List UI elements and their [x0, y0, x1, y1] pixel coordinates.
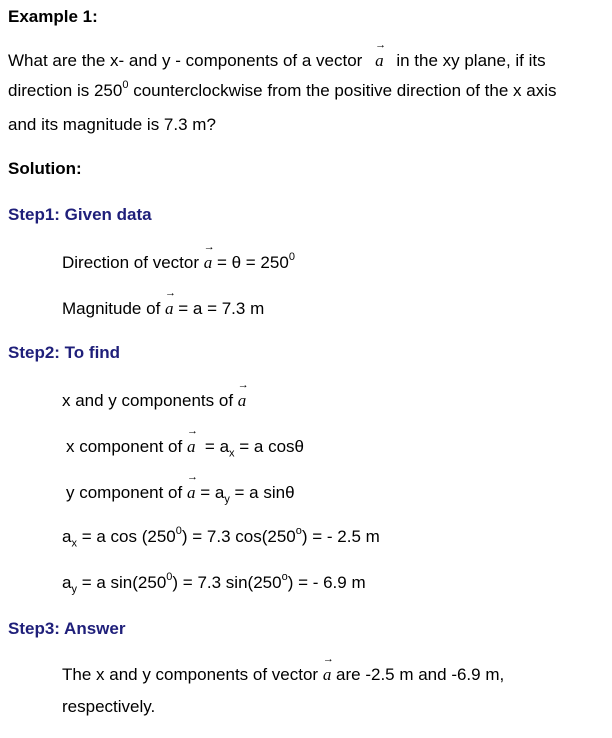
degree-superscript: 0	[166, 571, 173, 584]
step2-heading: Step2: To find	[8, 343, 121, 362]
given-magnitude-value: = a = 7.3 m	[173, 299, 265, 318]
ay-symbol: a	[62, 573, 72, 592]
given-magnitude-label: Magnitude of	[62, 299, 166, 318]
vector-letter: a	[203, 253, 213, 272]
y-component-formula	[66, 471, 295, 506]
vector-arrow-icon: →	[165, 287, 177, 299]
question-text-2b: counterclockwise from the positive direction of the x axis	[128, 81, 557, 100]
example-title: Example 1:	[8, 7, 98, 26]
degree-superscript: o	[295, 525, 302, 538]
vector-a-symbol	[375, 39, 387, 72]
step1-heading: Step1: Given data	[8, 205, 152, 224]
ax-calculation	[62, 526, 380, 548]
vector-a-symbol	[237, 379, 249, 412]
degree-superscript: 0	[122, 79, 129, 92]
ay-text-1: = a sin(250	[76, 573, 167, 592]
ax-symbol: a	[62, 527, 72, 546]
degree-superscript: o	[281, 571, 288, 584]
find-statement	[62, 379, 249, 412]
y-subscript: y	[71, 583, 77, 596]
vector-a-symbol	[186, 425, 198, 458]
given-direction-label: Direction of vector	[62, 253, 204, 272]
vector-a-symbol	[203, 241, 215, 274]
ay-text-2: ) = 7.3 sin(250	[172, 573, 282, 592]
vector-arrow-icon: →	[322, 653, 334, 665]
vector-arrow-icon: →	[186, 471, 198, 483]
x-component-label: x component of	[66, 437, 187, 456]
vector-arrow-icon: →	[203, 241, 215, 253]
question-text-1b: in the xy plane, if its	[396, 51, 546, 70]
given-magnitude	[62, 287, 265, 320]
vector-a-symbol	[322, 653, 334, 686]
vector-letter: a	[375, 51, 384, 70]
x-subscript: x	[71, 537, 77, 550]
step3-heading: Step3: Answer	[8, 619, 126, 638]
given-direction	[62, 241, 295, 274]
answer-text-2: are -2.5 m and -6.9 m,	[331, 665, 505, 684]
vector-letter: a	[322, 665, 332, 684]
answer-line-1	[62, 653, 505, 686]
question-line-3: and its magnitude is 7.3 m?	[8, 115, 216, 134]
x-component-eq: = a	[195, 437, 230, 456]
vector-a-symbol	[186, 471, 198, 504]
y-component-eq: = a	[195, 483, 225, 502]
vector-letter: a	[165, 299, 174, 318]
degree-superscript: 0	[175, 525, 182, 538]
vector-arrow-icon: →	[375, 39, 387, 51]
ay-result: ) = - 6.9 m	[287, 573, 366, 592]
vector-a-symbol	[165, 287, 177, 320]
given-direction-value: = θ = 250	[212, 253, 289, 272]
question-text-1a: What are the x- and y - components of a vector	[8, 51, 363, 70]
vector-letter: a	[237, 391, 247, 410]
solution-title: Solution:	[8, 159, 82, 178]
y-component-label: y component of	[66, 483, 187, 502]
vector-arrow-icon: →	[237, 379, 249, 391]
vector-arrow-icon: →	[186, 425, 198, 437]
find-text: x and y components of	[62, 391, 238, 410]
vector-letter: a	[186, 437, 196, 456]
question-line-2	[8, 80, 557, 102]
question-text-2a: direction is 250	[8, 81, 123, 100]
x-subscript: x	[229, 447, 235, 460]
x-component-value: = a cosθ	[234, 437, 304, 456]
answer-line-2: respectively.	[62, 697, 156, 716]
answer-text-1: The x and y components of vector	[62, 665, 323, 684]
y-subscript: y	[224, 493, 230, 506]
question-line-1	[8, 39, 546, 72]
degree-superscript: 0	[288, 251, 295, 264]
ax-text-1: = a cos (250	[76, 527, 176, 546]
y-component-value: = a sinθ	[229, 483, 295, 502]
ax-text-2: ) = 7.3 cos(250	[181, 527, 296, 546]
x-component-formula	[66, 425, 304, 460]
ay-calculation	[62, 572, 366, 594]
vector-letter: a	[186, 483, 196, 502]
ax-result: ) = - 2.5 m	[301, 527, 380, 546]
